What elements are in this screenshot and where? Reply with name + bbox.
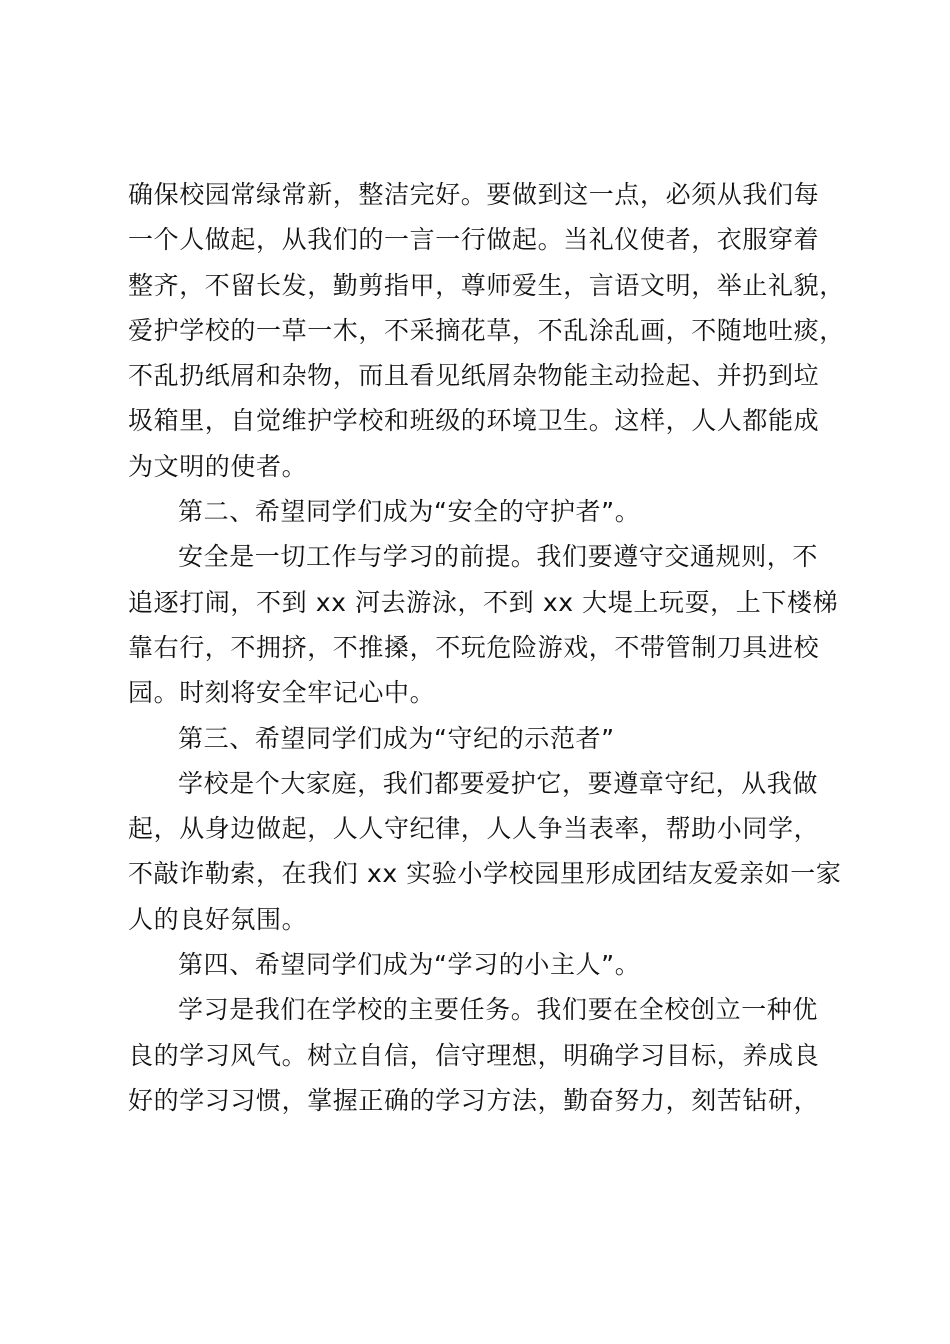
text-line: 安全是一切工作与学习的前提。我们要遵守交通规则，不	[178, 542, 819, 572]
text-line: 不乱扔纸屑和杂物，而且看见纸屑杂物能主动捡起、并扔到垃	[128, 361, 820, 391]
text-line: 整齐，不留长发，勤剪指甲，尊师爱生，言语文明，举止礼貌，	[128, 270, 845, 300]
text-line: 好的学习习惯，掌握正确的学习方法，勤奋努力，刻苦钻研，	[128, 1085, 820, 1115]
section-heading-4: 第四、希望同学们成为“学习的小主人”。	[178, 950, 641, 980]
text-line: 良的学习风气。树立自信，信守理想，明确学习目标，养成良	[128, 1040, 820, 1070]
text-line: 人的良好氛围。	[128, 904, 308, 934]
section-heading-2: 第二、希望同学们成为“安全的守护者”。	[178, 497, 641, 527]
body-text	[128, 172, 848, 1123]
text-line: 不敲诈勒索，在我们 xx 实验小学校园里形成团结友爱亲如一家	[128, 859, 842, 889]
text-line: 圾箱里，自觉维护学校和班级的环境卫生。这样，人人都能成	[128, 406, 820, 436]
text-line: 爱护学校的一草一木，不采摘花草，不乱涂乱画，不随地吐痰，	[128, 315, 845, 345]
text-line: 园。时刻将安全牢记心中。	[128, 678, 436, 708]
text-line: 靠右行，不拥挤，不推搡，不玩危险游戏，不带管制刀具进校	[128, 632, 820, 662]
text-line: 学校是个大家庭，我们都要爱护它，要遵章守纪，从我做	[178, 768, 819, 798]
text-line: 为文明的使者。	[128, 451, 308, 481]
text-line: 学习是我们在学校的主要任务。我们要在全校创立一种优	[178, 995, 819, 1025]
text-line: 起，从身边做起，人人守纪律，人人争当表率，帮助小同学，	[128, 814, 820, 844]
text-line: 确保校园常绿常新，整洁完好。要做到这一点，必须从我们每	[128, 180, 820, 209]
text-line: 追逐打闹，不到 xx 河去游泳，不到 xx 大堤上玩耍，上下楼梯	[128, 587, 839, 617]
text-line: 一个人做起，从我们的一言一行做起。当礼仪使者，衣服穿着	[128, 225, 820, 255]
section-heading-3: 第三、希望同学们成为“守纪的示范者”	[178, 723, 615, 753]
